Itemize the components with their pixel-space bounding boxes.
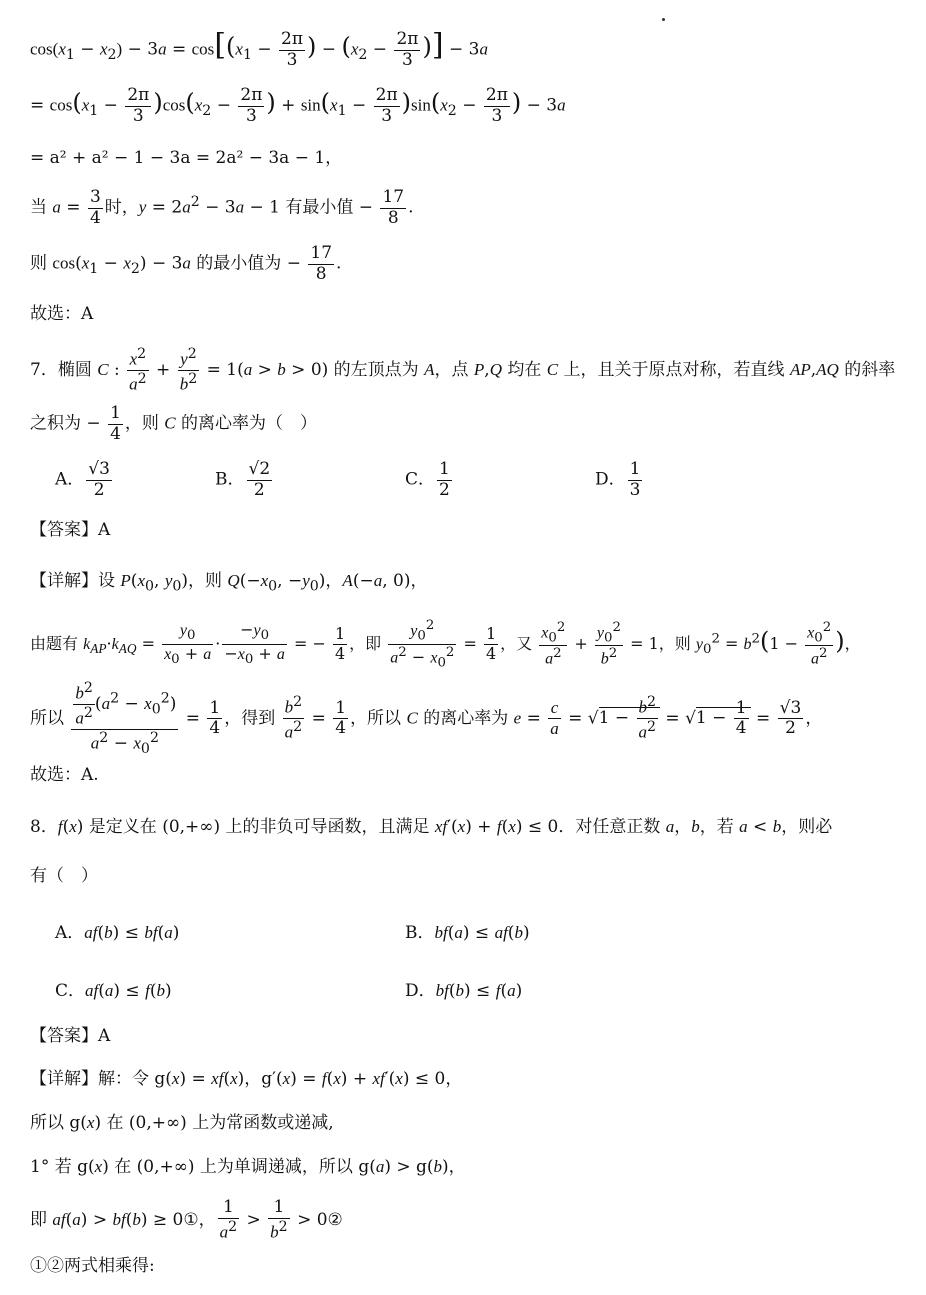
- q8-detail-3: 1° 若 g(x) 在 (0,+∞) 上为单调递减，所以 g(a) > g(b)，: [30, 1157, 466, 1177]
- q8-stem-2: 有（ ）: [30, 866, 98, 886]
- q7-detail-1: 【详解】设 $P(x_0$, $y_0$)，则 $Q(-x_0$, $-y_0$)，A(−a, 0)，: [30, 571, 428, 595]
- sol6-line-1: $\cos(x_1 - x_2) - 3a = \cos[(x_1$ − $\frac{2\pi}{3}$ ) − ($x_2$ − $\frac{2\pi}{3}$ )] − 3a: [30, 27, 488, 70]
- sol6-choice: 故选：A: [30, 304, 94, 324]
- q7-detail-2: 由题有 $k_{AP}\cdot k_{AQ}$ = $\frac{y_0}{x_0 + a}$ · $\frac{-y_0}{-x_0 + a}$ = − $\frac{1}{4}$ ，即 $\frac{y_0^2}{a^2 - x_0^2}$ = $\frac{1}{4}$ ，又 $\frac{x_0^2}{a^2}$ + $\frac{y_0^2}{b^2}$ = 1，则 $y_0^2 = b^2(1$ − $\frac{x_0^2}{a^2}$ )，: [30, 618, 861, 671]
- q8-option-b: B．bf(a) ≤ af(b): [405, 923, 530, 943]
- q8-detail-5: ①②两式相乘得:: [30, 1256, 155, 1276]
- q7-detail-3: 所以 $\frac{b^2}{a^2}$ $(a^2 - x_0^2)$ $a^2 - x_0^2$ = $\frac{1}{4}$ ，得到 $\frac{b^2}{a^2}$ = $\frac{1}{4}$ ，所以 C 的离心率为 e = $\frac{c}{a}$ = √1 − $\frac{b^2}{a^2}$ = √1 − $\frac{1}{4}$ = $\frac{√3}{2}$ ，: [30, 680, 823, 758]
- q8-option-c: C．af(a) ≤ f(b): [55, 981, 172, 1001]
- q7-option-d: D． $\frac{1}{3}$: [595, 459, 641, 500]
- q7-stem-2: 之积为 − $\frac{1}{4}$ ，则 C 的离心率为（ ）: [30, 403, 318, 444]
- q8-option-d: D．bf(b) ≤ f(a): [405, 981, 523, 1001]
- sol6-line-4: 当 a = $\frac{3}{4}$ 时，$y = 2a^2 - 3a - 1$ 有最小值 − $\frac{17}{8}$ .: [30, 187, 414, 228]
- q7-option-c: C． $\frac{1}{2}$: [405, 459, 450, 500]
- q8-detail-1: 【详解】解：令 g(x) = xf(x)，g′(x) = f(x) + xf′(x) ≤ 0，: [30, 1069, 463, 1089]
- q8-detail-4: 即 af(a) > bf(b) ≥ 0①， $\frac{1}{a^2}$ > $\frac{1}{b^2}$ > 0②: [30, 1197, 343, 1242]
- q7-stem-1: 7．椭圆 C : $\frac{x^2}{a^2}$ + $\frac{y^2}{b^2}$ = 1(a > b > 0) 的左顶点为 A，点 P,Q 均在 C 上，且关于原点对称，若直线 AP,AQ 的斜率: [30, 346, 896, 394]
- sol6-line-3: = a² + a² − 1 − 3a = 2a² − 3a − 1，: [30, 148, 343, 168]
- scan-speck: [662, 18, 665, 21]
- q8-detail-2: 所以 g(x) 在 (0,+∞) 上为常函数或递减,: [30, 1113, 334, 1133]
- q7-choice: 故选：A.: [30, 765, 99, 785]
- sol6-line-2: = $\cos(x_1$ − $\frac{2\pi}{3}$ )$\cos(x_2$ − $\frac{2\pi}{3}$ ) + $\sin(x_1$ − $\frac{2\pi}{3}$ )$\sin(x_2$ − $\frac{2\pi}{3}$ ) − 3a: [30, 85, 566, 126]
- q8-stem-1: 8．f(x) 是定义在 (0,+∞) 上的非负可导函数，且满足 xf′(x) + f(x) ≤ 0．对任意正数 a，b，若 a < b，则必: [30, 817, 833, 837]
- sol6-line-5: 则 $\cos(x_1 - x_2) - 3a$ 的最小值为 − $\frac{17}{8}$ .: [30, 243, 342, 284]
- q8-option-a: A．af(b) ≤ bf(a): [55, 923, 180, 943]
- q7-answer: 【答案】A: [30, 520, 111, 540]
- q8-answer: 【答案】A: [30, 1026, 111, 1046]
- q7-option-a: A． $\frac{√3}{2}$: [55, 459, 110, 500]
- q7-option-b: B． $\frac{√2}{2}$: [215, 459, 271, 500]
